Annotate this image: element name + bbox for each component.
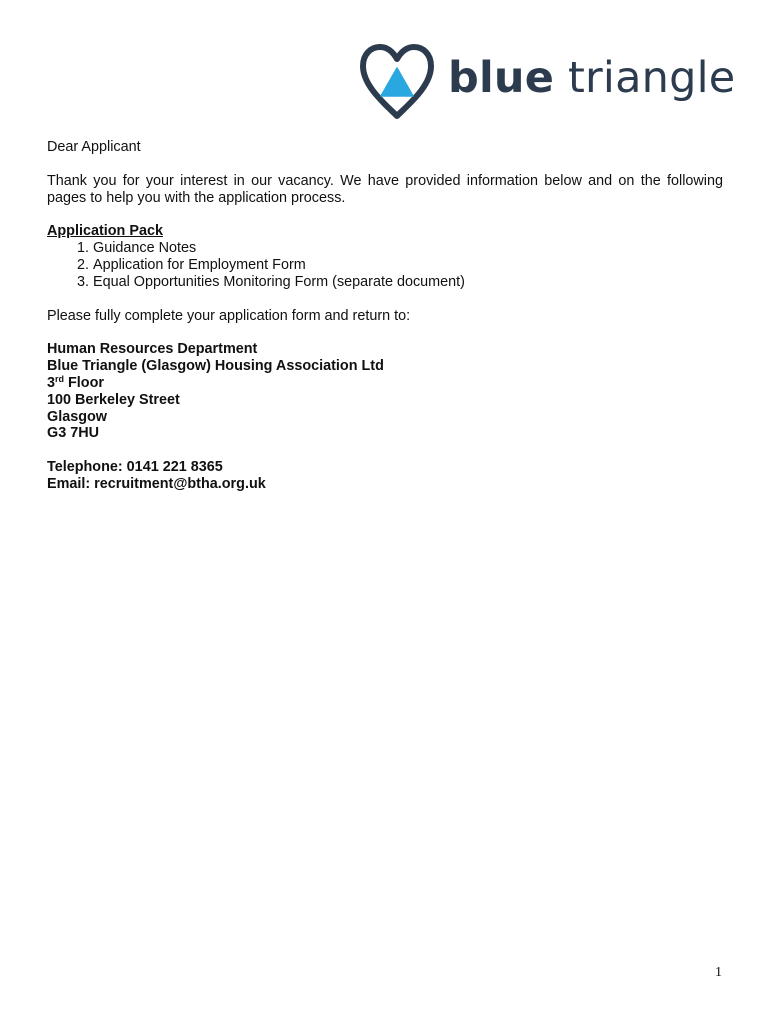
address-line-organisation: Blue Triangle (Glasgow) Housing Association Ltd bbox=[47, 358, 384, 375]
blue-triangle-logo bbox=[358, 42, 735, 122]
floor-word: Floor bbox=[64, 374, 104, 391]
return-address bbox=[47, 341, 723, 442]
salutation: Dear Applicant bbox=[47, 139, 141, 155]
address-line-city: Glasgow bbox=[47, 408, 107, 425]
address-line-postcode: G3 7HU bbox=[47, 425, 99, 442]
list-item: 2. Application for Employment Form bbox=[93, 257, 723, 274]
logo-wordmark bbox=[448, 52, 736, 103]
address-line-department: Human Resources Department bbox=[47, 341, 258, 358]
email-line: Email: recruitment@btha.org.uk bbox=[47, 475, 266, 492]
floor-number: 3 bbox=[47, 374, 56, 391]
logo-word-triangle: triangle bbox=[567, 52, 736, 103]
contact-details bbox=[47, 459, 723, 493]
intro-paragraph: Thank you for your interest in our vacancy. We have provided information below and on the following pages to help you with the application process. bbox=[47, 172, 723, 206]
address-line-street: 100 Berkeley Street bbox=[47, 391, 180, 408]
page-number: 1 bbox=[715, 965, 722, 980]
floor-suffix: rd bbox=[55, 373, 65, 384]
logo-word-blue: blue bbox=[448, 52, 555, 103]
address-line-floor bbox=[47, 375, 723, 392]
application-pack-heading: Application Pack bbox=[47, 223, 163, 240]
telephone-line: Telephone: 0141 221 8365 bbox=[47, 459, 223, 476]
letter-body bbox=[47, 139, 723, 493]
application-pack-list bbox=[47, 240, 723, 290]
heart-triangle-logo-icon bbox=[358, 42, 436, 122]
list-item: 1. Guidance Notes bbox=[93, 240, 723, 257]
list-item: 3. Equal Opportunities Monitoring Form (separate document) bbox=[93, 274, 723, 291]
return-instruction: Please fully complete your application form and return to: bbox=[47, 307, 411, 324]
